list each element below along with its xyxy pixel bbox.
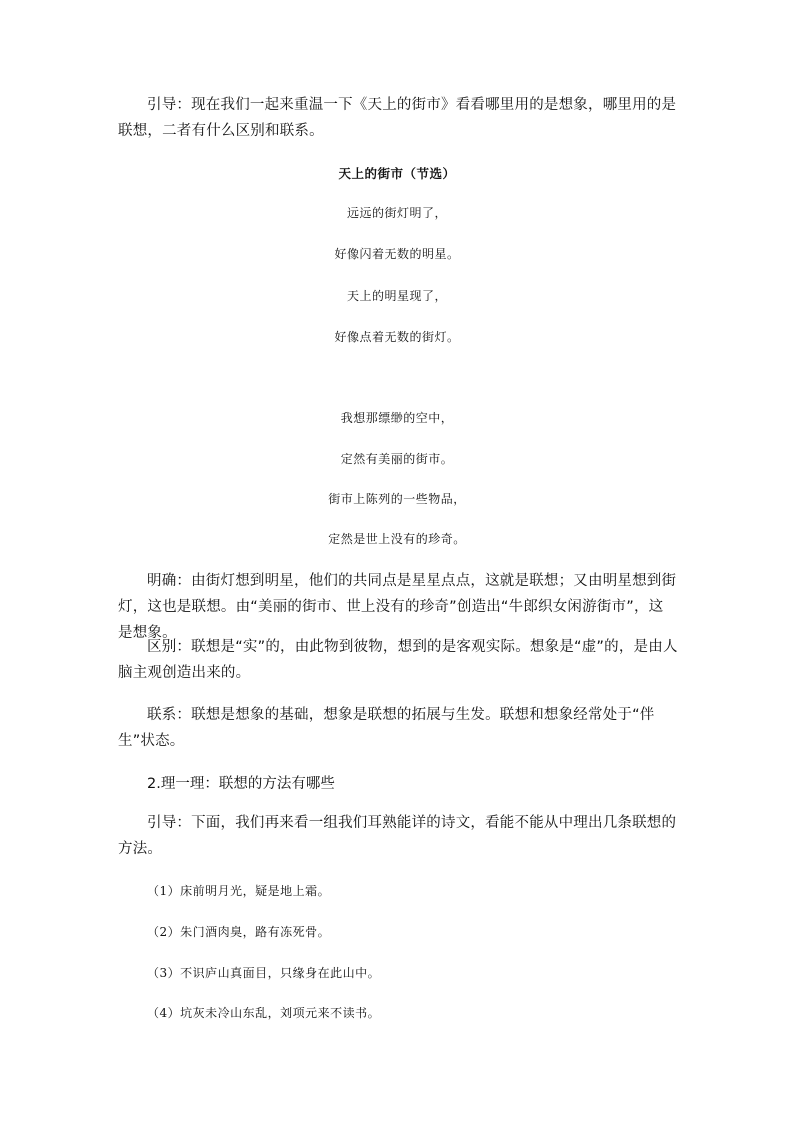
poem-line: 好像闪着无数的明星。 <box>334 247 460 261</box>
poem-line: 定然有美丽的街市。 <box>340 452 454 466</box>
poem-line: 好像点着无数的街灯。 <box>334 330 460 344</box>
difference-paragraph: 区别：联想是“实”的，由此物到彼物，想到的是客观实际。想象是“虚”的，是由人脑主观创造出来的。 <box>118 639 678 681</box>
poem-line: 远远的街灯明了， <box>346 206 447 220</box>
intro-paragraph: 引导：现在我们一起来重温一下《天上的街市》看看哪里用的是想象，哪里用的是联想，二者有什么区别和联系。 <box>118 97 677 139</box>
example-line: （1）床前明月光，疑是地上霜。 <box>147 884 331 898</box>
poem-title: 天上的街市（节选） <box>338 166 456 181</box>
section-heading: 2.理一理：联想的方法有哪些 <box>147 776 335 792</box>
example-line: （3）不识庐山真面目，只缘身在此山中。 <box>147 966 381 980</box>
poem-line: 天上的明星现了， <box>346 289 447 303</box>
connection-paragraph: 联系：联想是想象的基础，想象是联想的拓展与生发。联想和想象经常处于“伴生”状态。 <box>118 707 655 749</box>
poem-line: 街市上陈列的一些物品， <box>328 492 466 506</box>
intro2-paragraph: 引导：下面，我们再来看一组我们耳熟能详的诗文，看能不能从中理出几条联想的方法。 <box>118 815 677 857</box>
example-line: （2）朱门酒肉臭，路有冻死骨。 <box>147 925 331 939</box>
clarify-paragraph: 明确：由街灯想到明星，他们的共同点是星星点点，这就是联想；又由明星想到街灯，这也是联想。由“美丽的街市、世上没有的珍奇”创造出“牛郎织女闲游街市”，这是想象。 <box>118 573 677 641</box>
poem-line: 我想那缥缈的空中， <box>340 411 454 425</box>
example-line: （4）坑灰未冷山东乱，刘项元来不读书。 <box>147 1006 381 1020</box>
poem-line: 定然是世上没有的珍奇。 <box>328 532 466 546</box>
